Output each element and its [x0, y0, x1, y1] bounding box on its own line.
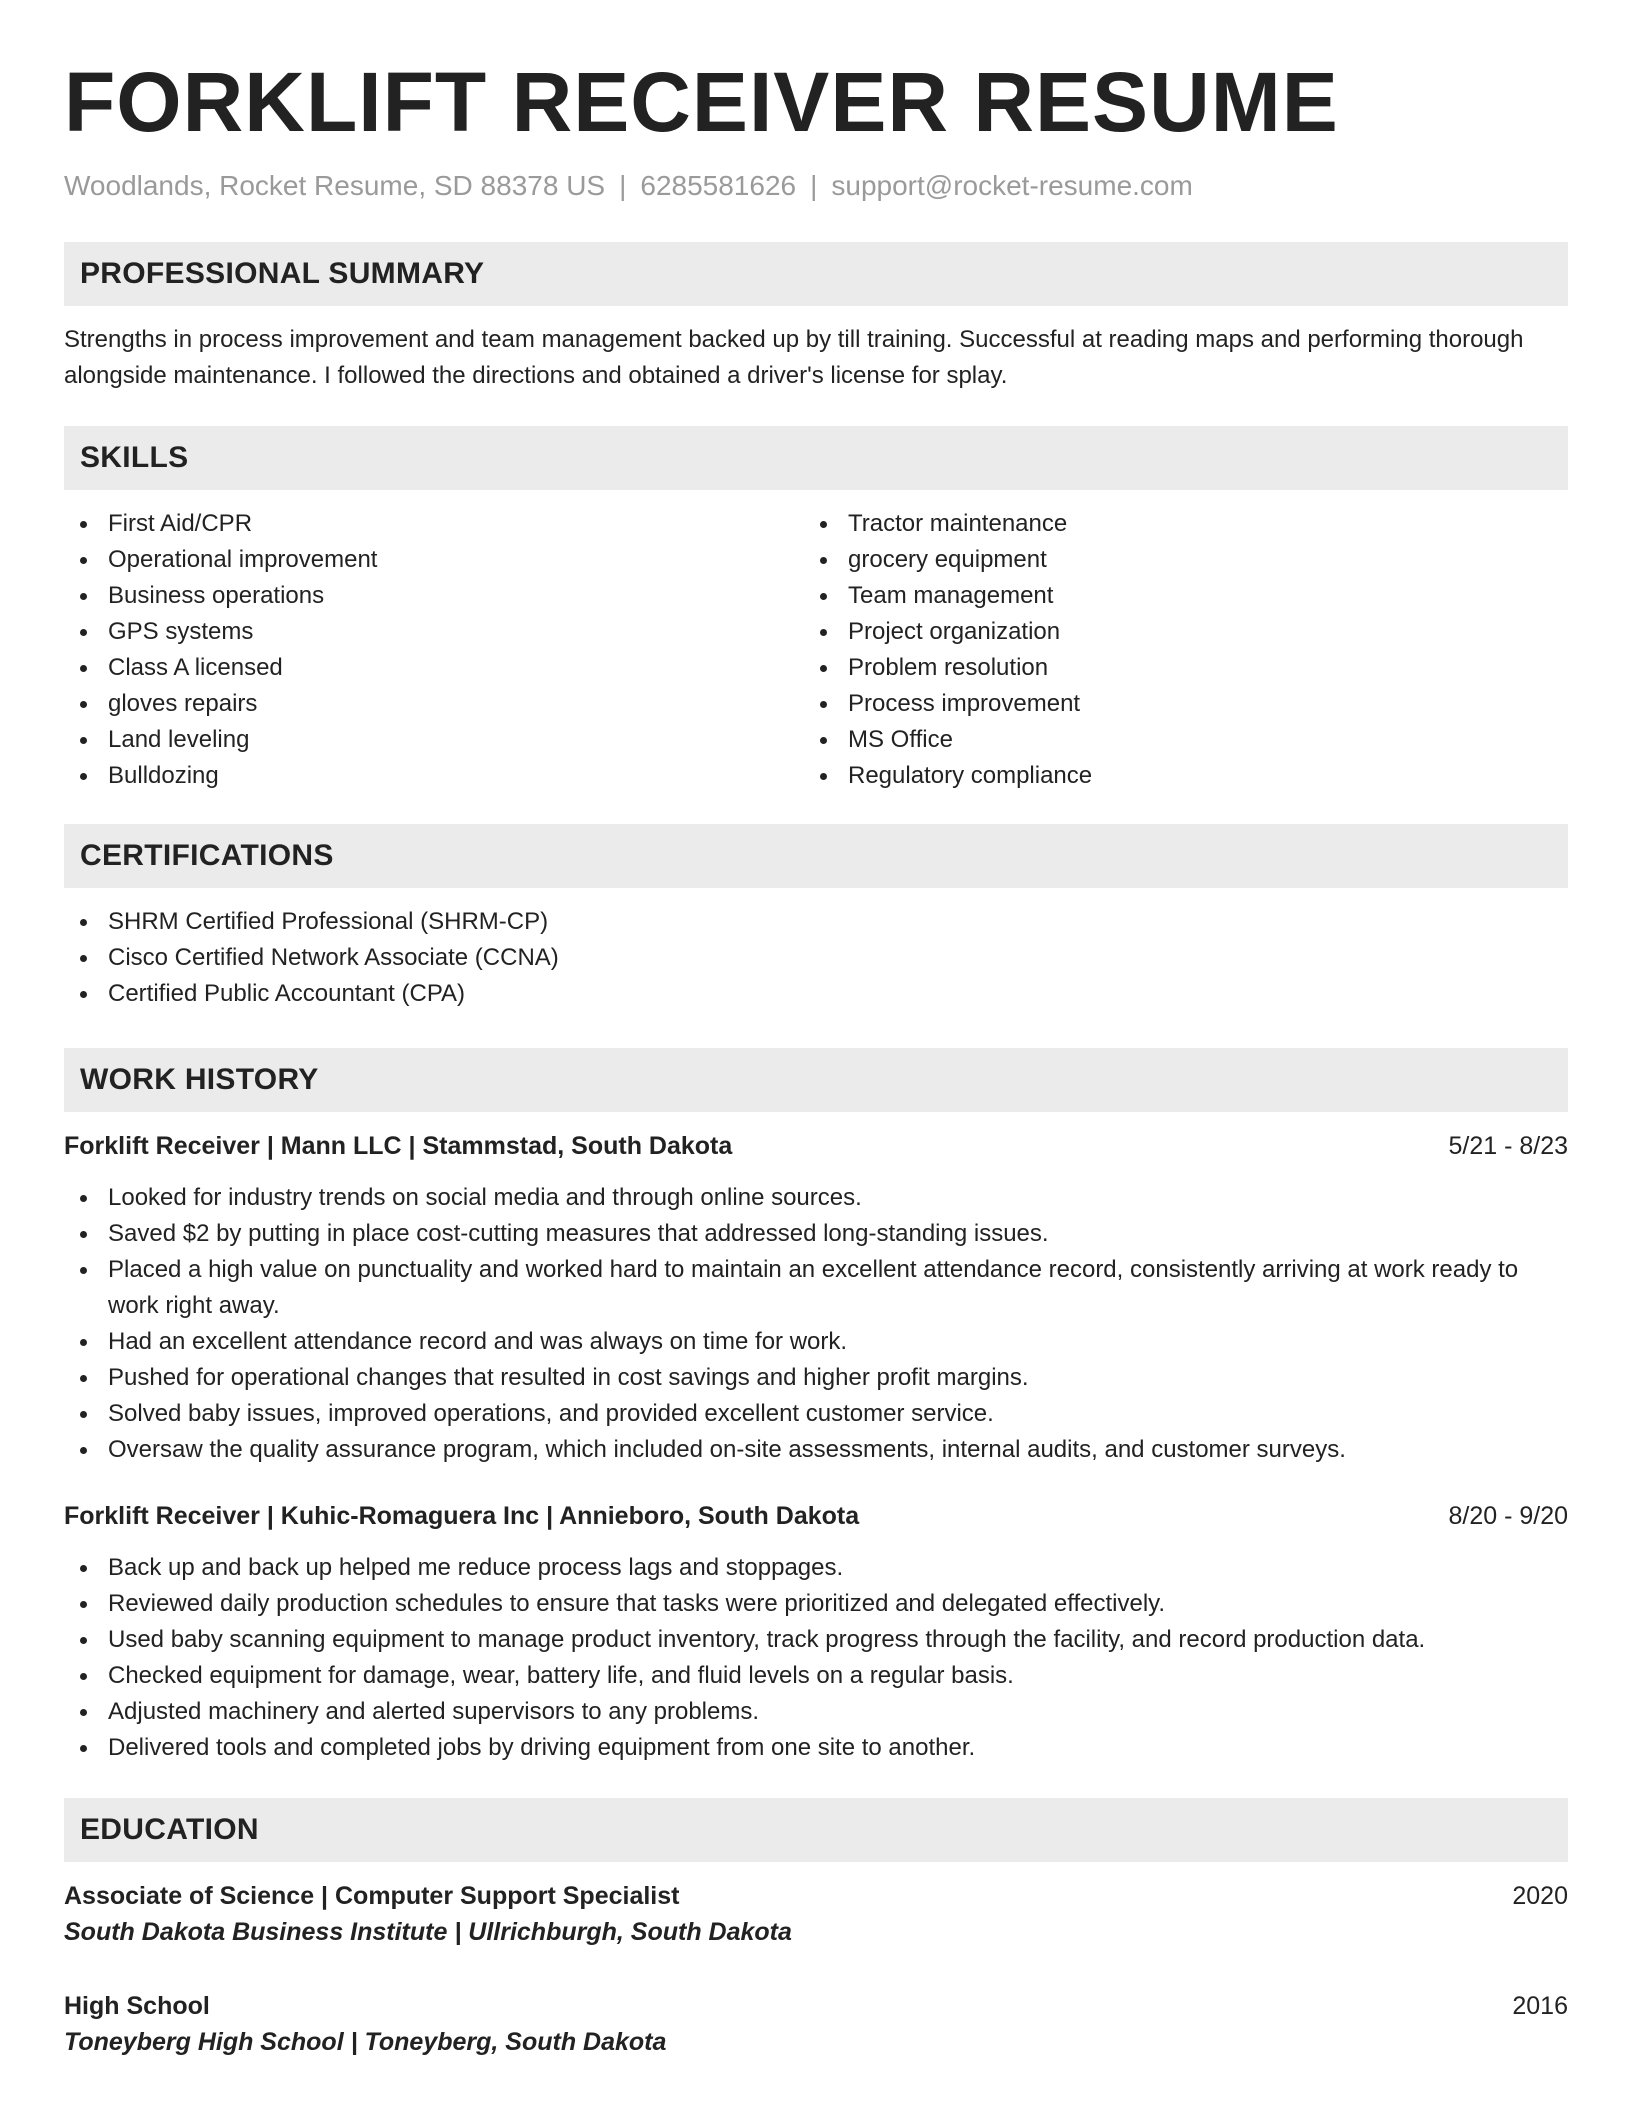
skill-item: Problem resolution [804, 650, 1544, 686]
skill-item: Tractor maintenance [804, 506, 1544, 542]
job-bullet: Placed a high value on punctuality and worked hard to maintain an excellent attendance record, consistently arriving at work ready to work right away. [64, 1252, 1568, 1324]
skills-column-left [64, 506, 804, 794]
skill-item: Regulatory compliance [804, 758, 1544, 794]
contact-address: Woodlands, Rocket Resume, SD 88378 US [64, 170, 606, 201]
education-header [64, 1878, 1568, 1914]
contact-phone: 6285581626 [640, 170, 797, 201]
job-bullet: Pushed for operational changes that resulted in cost savings and higher profit margins. [64, 1360, 1568, 1396]
education-header [64, 1988, 1568, 2024]
job-bullet: Reviewed daily production schedules to ensure that tasks were prioritized and delegated effectively. [64, 1586, 1568, 1622]
contact-separator: | [619, 170, 627, 201]
skill-item: GPS systems [64, 614, 804, 650]
job-entry [64, 1128, 1568, 1468]
contact-line [64, 168, 1568, 204]
contact-email[interactable]: support@rocket-resume.com [831, 170, 1193, 201]
section-heading-work-history: WORK HISTORY [64, 1048, 1568, 1112]
skill-item: Project organization [804, 614, 1544, 650]
job-bullet: Delivered tools and completed jobs by driving equipment from one site to another. [64, 1730, 1568, 1766]
job-header [64, 1498, 1568, 1534]
job-bullet: Oversaw the quality assurance program, which included on-site assessments, internal audits, and customer surveys. [64, 1432, 1568, 1468]
education-degree: Associate of Science | Computer Support Specialist [64, 1882, 680, 1910]
job-bullet: Looked for industry trends on social media and through online sources. [64, 1180, 1568, 1216]
education-year: 2016 [1512, 1992, 1568, 2020]
skill-item: Operational improvement [64, 542, 804, 578]
skill-item: grocery equipment [804, 542, 1544, 578]
section-heading-certifications: CERTIFICATIONS [64, 824, 1568, 888]
job-dates: 8/20 - 9/20 [1448, 1502, 1568, 1530]
skill-item: Team management [804, 578, 1544, 614]
certifications-list [64, 904, 1568, 1012]
skills-column-right [804, 506, 1544, 794]
job-bullet: Solved baby issues, improved operations, and provided excellent customer service. [64, 1396, 1568, 1432]
skill-item: gloves repairs [64, 686, 804, 722]
section-heading-education: EDUCATION [64, 1798, 1568, 1862]
certification-item: SHRM Certified Professional (SHRM-CP) [64, 904, 1568, 940]
education-school: South Dakota Business Institute | Ullrichburgh, South Dakota [64, 1918, 792, 1946]
certification-item: Certified Public Accountant (CPA) [64, 976, 1568, 1012]
summary-text: Strengths in process improvement and team management backed up by till training. Successful at reading maps and performing thorough alongside maintenance. I followed the directions and obtained a driver's license for splay. [64, 326, 1524, 389]
job-bullet: Checked equipment for damage, wear, battery life, and fluid levels on a regular basis. [64, 1658, 1568, 1694]
job-bullet: Adjusted machinery and alerted supervisors to any problems. [64, 1694, 1568, 1730]
skill-item: Bulldozing [64, 758, 804, 794]
education-entry [64, 1878, 1568, 1950]
skill-item: Class A licensed [64, 650, 804, 686]
skill-item: MS Office [804, 722, 1544, 758]
job-bullet: Saved $2 by putting in place cost-cutting measures that addressed long-standing issues. [64, 1216, 1568, 1252]
certification-item: Cisco Certified Network Associate (CCNA) [64, 940, 1568, 976]
job-bullet: Used baby scanning equipment to manage product inventory, track progress through the facility, and record production data. [64, 1622, 1568, 1658]
job-entry [64, 1498, 1568, 1766]
section-heading-skills: SKILLS [64, 426, 1568, 490]
skill-item: First Aid/CPR [64, 506, 804, 542]
job-title: Forklift Receiver | Mann LLC | Stammstad, South Dakota [64, 1132, 733, 1160]
contact-separator: | [810, 170, 818, 201]
skill-item: Process improvement [804, 686, 1544, 722]
education-degree: High School [64, 1992, 210, 2020]
education-entry [64, 1988, 1568, 2060]
skill-item: Land leveling [64, 722, 804, 758]
education-school: Toneyberg High School | Toneyberg, South Dakota [64, 2028, 667, 2056]
section-heading-summary: PROFESSIONAL SUMMARY [64, 242, 1568, 306]
job-bullet: Had an excellent attendance record and was always on time for work. [64, 1324, 1568, 1360]
skill-item: Business operations [64, 578, 804, 614]
skills-list [64, 506, 1568, 794]
education-year: 2020 [1512, 1882, 1568, 1910]
job-header [64, 1128, 1568, 1164]
resume-title: FORKLIFT RECEIVER RESUME [64, 55, 1339, 149]
job-bullets [64, 1550, 1568, 1766]
job-dates: 5/21 - 8/23 [1448, 1132, 1568, 1160]
job-title: Forklift Receiver | Kuhic-Romaguera Inc | Annieboro, South Dakota [64, 1502, 860, 1530]
job-bullet: Back up and back up helped me reduce process lags and stoppages. [64, 1550, 1568, 1586]
job-bullets [64, 1180, 1568, 1468]
